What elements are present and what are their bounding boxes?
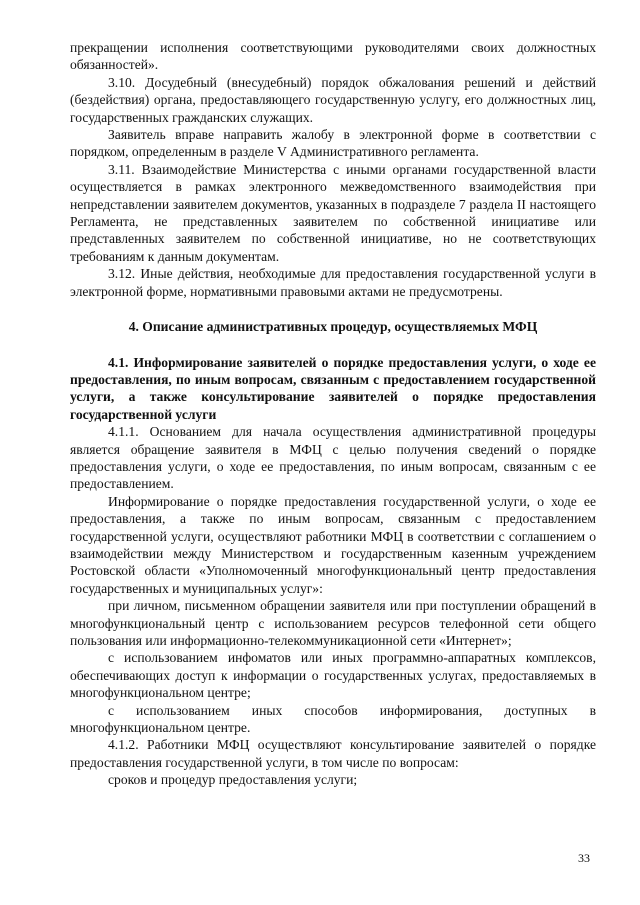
subsection-heading: 4.1. Информирование заявителей о порядке предоставления услуги, о ходе ее предоставления, по иным вопросам, связанным с предоставлением государственной услуги, а также консультирование заявителей о порядке предоставления государственной услуги (70, 354, 596, 422)
page-body (70, 39, 596, 789)
paragraph: при личном, письменном обращении заявителя или при поступлении обращений в многофункциональный центр с использованием ресурсов телефонной сети общего пользования или информационно-телекоммуникационной сети «Интернет»; (70, 598, 596, 648)
paragraph: сроков и процедур предоставления услуги; (108, 772, 358, 788)
paragraph: 3.12. Иные действия, необходимые для предоставления государственной услуги в электронной форме, нормативными правовыми актами не предусмотрены. (70, 266, 596, 299)
section-heading: 4. Описание административных процедур, осуществляемых МФЦ (128, 319, 538, 335)
paragraph: 4.1.1. Основанием для начала осуществления административной процедуры является обращение заявителя в МФЦ с целью получения сведений о порядке предоставления услуги, о ходе ее предоставления, по иным вопросам, связанным с ее предоставлением. (70, 424, 596, 492)
paragraph: 4.1.2. Работники МФЦ осуществляют консультирование заявителей о порядке предоставления государственной услуги, в том числе по вопросам: (70, 737, 596, 770)
paragraph: с использованием иных способов информирования, доступных в многофункциональном центре. (70, 702, 596, 736)
paragraph: 3.11. Взаимодействие Министерства с иными органами государственной власти осуществляется в рамках электронного межведомственного взаимодействия при непредставлении заявителем документов, указанных в подразделе 7 раздела II настоящего Регламента, не представленных заявителем по собственной инициативе или представленных заявителем по собственной инициативе, но не соответствующих требованиям к данным документам. (70, 161, 596, 264)
paragraph: Информирование о порядке предоставления государственной услуги, о ходе ее предоставления, а также по иным вопросам, связанным с предоставлением государственной услуги, осуществляют работники МФЦ в соответствии с соглашением о взаимодействии между Министерством и государственным казенным учреждением Ростовской области «Уполномоченный многофункциональный центр предоставления государственных и муниципальных услуг»: (70, 493, 596, 596)
paragraph: с использованием инфоматов или иных программно-аппаратных комплексов, обеспечивающих доступ к информации о государственных услугах, предоставляемых в многофункциональном центре; (70, 650, 596, 701)
page-number: 33 (578, 851, 590, 865)
paragraph: 3.10. Досудебный (внесудебный) порядок обжалования решений и действий (бездействия) органа, предоставляющего государственную услугу, его должностных лиц, государственных гражданских служащих. (70, 74, 596, 125)
paragraph: Заявитель вправе направить жалобу в электронной форме в соответствии с порядком, определенным в разделе V Административного регламента. (70, 127, 596, 160)
paragraph: прекращении исполнения соответствующими руководителями своих должностных обязанностей». (70, 40, 596, 73)
